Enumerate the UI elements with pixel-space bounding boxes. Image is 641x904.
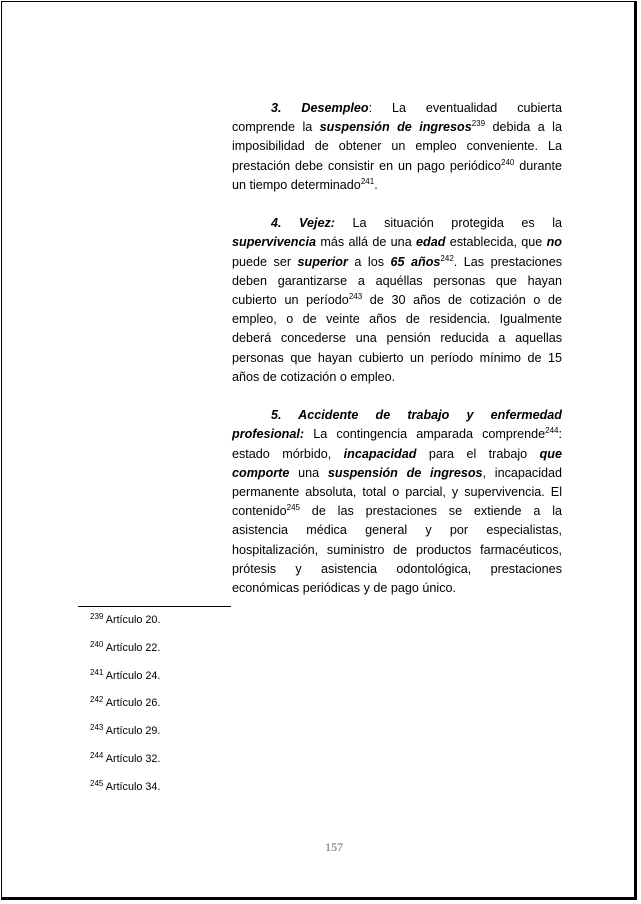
footnote-text: Artículo 34.	[105, 780, 161, 793]
paragraph-text: más allá de una	[316, 235, 417, 250]
paragraph-text: para el trabajo	[416, 446, 540, 461]
paragraph-text: durante un tiempo determinado	[232, 158, 562, 192]
paragraph-desempleo	[232, 99, 562, 195]
footnote-ref: 239	[471, 119, 486, 129]
footnote	[90, 722, 160, 750]
body-text	[232, 99, 562, 617]
emphasis-text: no	[546, 235, 562, 250]
footnote-text: Artículo 29.	[105, 725, 161, 738]
footnote-text: Artículo 32.	[105, 752, 161, 765]
footnote-number: 241	[90, 667, 104, 677]
emphasis-text: 5. Accidente de trabajo y enfermedad profesional:	[232, 408, 562, 442]
footnotes	[90, 611, 160, 806]
paragraph-text: establecida, que	[445, 235, 547, 250]
page-number: 157	[325, 840, 343, 854]
paragraph-text: .	[374, 177, 378, 192]
footnote-ref: 244	[545, 426, 559, 436]
emphasis-text: 65 años	[390, 254, 441, 269]
paragraph-text: de 30 años de cotización o de empleo, o de veinte años de residencia. Igualmente deberá concederse una pensión reducida a aquellas personas que hayan cubierto un período mínimo de 15 años de cotización o empleo.	[232, 293, 562, 384]
paragraph-text: debida a la imposibilidad de obtener un empleo conveniente. La prestación debe consistir en un pago periódico	[232, 120, 562, 173]
paragraph-accidente-trabajo	[232, 406, 562, 598]
footnote	[90, 778, 160, 806]
footnote-text: Artículo 20.	[105, 614, 161, 626]
paragraph-text: : La eventualidad cubierta comprende la	[232, 101, 562, 135]
footnote-text: Artículo 22.	[105, 641, 161, 654]
footnote-ref: 241	[360, 176, 375, 186]
emphasis-text: 3. Desempleo	[271, 101, 369, 115]
footnote-number: 239	[90, 612, 104, 621]
footnote-number: 243	[90, 723, 104, 733]
footnote-ref: 242	[440, 253, 454, 263]
paragraph-text: La situación protegida es la	[334, 216, 563, 231]
footnote-text: Artículo 24.	[105, 669, 161, 682]
emphasis-text: 4. Vejez:	[271, 216, 335, 231]
emphasis-text: supervivencia	[232, 235, 317, 250]
footnote	[90, 611, 160, 639]
emphasis-text: que comporte	[232, 446, 562, 480]
footnote	[90, 750, 160, 778]
paragraph-text: : estado mórbido,	[232, 427, 562, 461]
paragraph-text: una	[289, 465, 328, 480]
paragraph-text: La contingencia amparada comprende	[304, 427, 546, 442]
paragraph-text: de las prestaciones se extiende a la asistencia médica general y por especialistas, hospitalización, suministro de productos farmacéuticos, prótesis y asistencia odontológica, prestaciones económicas periódicas y de pago único.	[232, 504, 562, 596]
footnote	[90, 694, 160, 722]
footnote-separator	[78, 606, 231, 607]
paragraph-vejez	[232, 214, 562, 387]
emphasis-text: suspensión de ingresos	[327, 465, 483, 480]
paragraph-text: . Las prestaciones deben garantizarse a aquéllas personas que hayan cubierto un período	[232, 254, 562, 308]
footnote	[90, 667, 160, 695]
paragraph-text: puede ser	[232, 254, 298, 269]
footnote-ref: 240	[501, 157, 515, 167]
footnote-number: 245	[90, 778, 104, 788]
footnote-number: 242	[90, 695, 104, 705]
footnote-ref: 243	[348, 292, 363, 302]
footnote-number: 244	[90, 750, 104, 760]
footnote-number: 240	[90, 639, 104, 649]
footnote-ref: 245	[286, 503, 300, 513]
footnote-text: Artículo 26.	[105, 697, 161, 710]
footnote	[90, 639, 160, 667]
paragraph-text: , incapacidad permanente absoluta, total o parcial, y supervivencia. El contenido	[232, 465, 563, 519]
emphasis-text: incapacidad	[343, 446, 417, 461]
paragraph-text: a los	[347, 254, 391, 269]
emphasis-text: edad	[416, 235, 446, 250]
emphasis-text: superior	[297, 254, 348, 269]
emphasis-text: suspensión de ingresos	[319, 120, 472, 135]
